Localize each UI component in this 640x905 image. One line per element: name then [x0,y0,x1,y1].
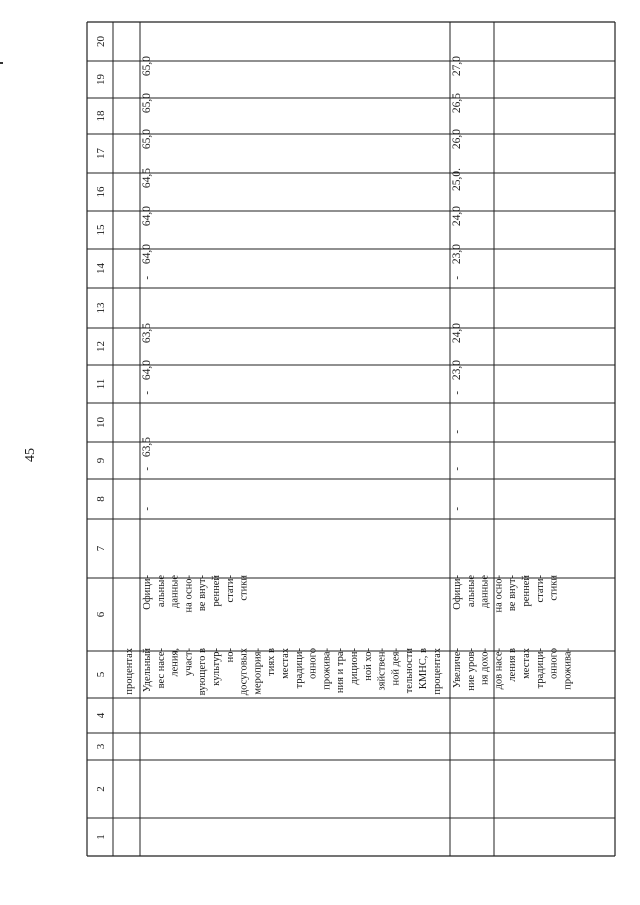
source-text-line: альные [465,575,477,608]
indicator-text-line: ния и тра- [335,648,347,694]
indicator-text-line: прожива- [562,648,574,690]
column-number-16: 16 [95,186,107,198]
indicator-text-line: участ- [183,648,195,676]
indicator-text-line: онного [548,648,560,680]
value-cell-c15: 64,0 [141,244,153,265]
value-cell-c17: 25,0. [451,168,463,191]
value-cell-c8: - [451,507,463,511]
source-text-line: данные [169,575,181,608]
indicator-text-line: местах [521,648,532,679]
source-text-line: альные [155,575,167,608]
column-number-10: 10 [95,417,107,428]
indicator-text-line: Увеличе- [452,648,463,689]
source-text-line: ве внут- [197,575,209,612]
value-cell-c18: 26,0 [451,129,463,150]
value-cell-c13: 63,5 [141,323,153,344]
value-cell-c14: - [141,276,153,280]
value-cell-c10: - [451,430,463,434]
column-number-5: 5 [95,671,107,678]
value-cell-c19: 65,0 [141,93,153,114]
source-text-line: стики [548,575,560,601]
indicator-text-line: Удельный [142,648,153,693]
column-number-6: 6 [95,611,107,618]
value-cell-c16: 24,0 [451,206,463,227]
value-cell-c12: 23,0 [451,360,463,381]
indicator-text-line: ние уров- [465,648,477,691]
indicator-text-line: процентах [431,648,443,695]
source-text-line: стати- [224,575,236,603]
column-number-12: 12 [95,341,107,352]
source-text-line: стики [238,575,250,601]
indicator-text-line: культур- [211,648,222,686]
column-number-7: 7 [95,545,107,552]
source-text-line: Офици- [452,575,463,610]
column-number-18: 18 [95,110,107,122]
indicator-text-line: прожива- [321,648,333,690]
column-number-9: 9 [95,457,107,464]
source-text-line: ве внут- [507,575,519,612]
indicator-text-line: ления, [169,648,181,677]
indicator-text-line: дицион- [349,648,360,685]
indicator-text-line: ления в [507,648,519,682]
value-cell-c11: - [141,391,153,395]
source-text-line: на осно- [493,575,505,613]
indicator-text-line: тиях в [266,648,278,676]
indicator-text-line: зяйствен- [376,648,388,691]
column-number-13: 13 [95,302,107,314]
source-text-line: Офици- [142,575,153,610]
value-cell-c8: - [141,507,153,511]
indicator-text-line: КМНС, в [418,648,429,690]
value-cell-c20: 27,0 [451,56,463,77]
value-cell-c10: 63,5 [141,437,153,458]
value-cell-c11: - [451,391,463,395]
value-cell-c16: 64,0 [141,206,153,227]
column-number-2: 2 [95,786,107,792]
value-cell-c12: 64,0 [141,360,153,381]
value-cell-c19: 26,5 [451,93,463,114]
indicator-text-line: мероприя- [252,648,264,695]
column-number-1: 1 [95,834,107,840]
value-cell-c15: 23,0 [451,244,463,265]
value-cell-c13: 24,0 [451,323,463,344]
column-number-4: 4 [95,712,107,719]
indicator-text-line: местах [280,648,291,679]
column-number-14: 14 [95,263,107,274]
indicator-text-line: традици- [293,648,305,689]
source-text-line: данные [479,575,491,608]
column-number-17: 17 [95,148,107,159]
source-text-line: ренней [211,575,222,607]
indicator-text-line: дов насе- [493,648,505,690]
indicator-text-line: досуговых [238,648,250,696]
column-number-3: 3 [95,743,107,750]
source-text-line: стати- [534,575,546,603]
value-cell-c20: 65,0 [141,56,153,77]
indicator-text-line: онного [307,648,319,680]
indicator-text-line: ной дея- [390,648,402,686]
indicator-text-line: тельности [404,648,416,694]
source-text-line: ренней [521,575,532,607]
continued-cell-text: процентах [124,648,135,695]
indicator-text-line: но- [224,648,236,663]
value-cell-c14: - [451,276,463,280]
value-cell-c9: - [451,467,463,471]
indicator-text-line: ной хо- [362,648,374,681]
value-cell-c17: 64,5 [141,168,153,189]
indicator-text-line: вующего в [197,648,209,696]
indicator-text-line: вес насе- [155,648,167,689]
value-cell-c18: 65,0 [141,129,153,150]
column-number-15: 15 [95,224,107,236]
source-text-line: на осно- [183,575,195,613]
indicator-text-line: традици- [534,648,546,689]
column-number-11: 11 [95,378,107,390]
page-number: 45 [23,448,38,462]
column-number-19: 19 [95,74,107,85]
column-number-20: 20 [95,36,107,47]
value-cell-c9: - [141,467,153,471]
column-number-8: 8 [95,496,107,502]
indicator-text-line: ня дохо- [479,648,491,686]
